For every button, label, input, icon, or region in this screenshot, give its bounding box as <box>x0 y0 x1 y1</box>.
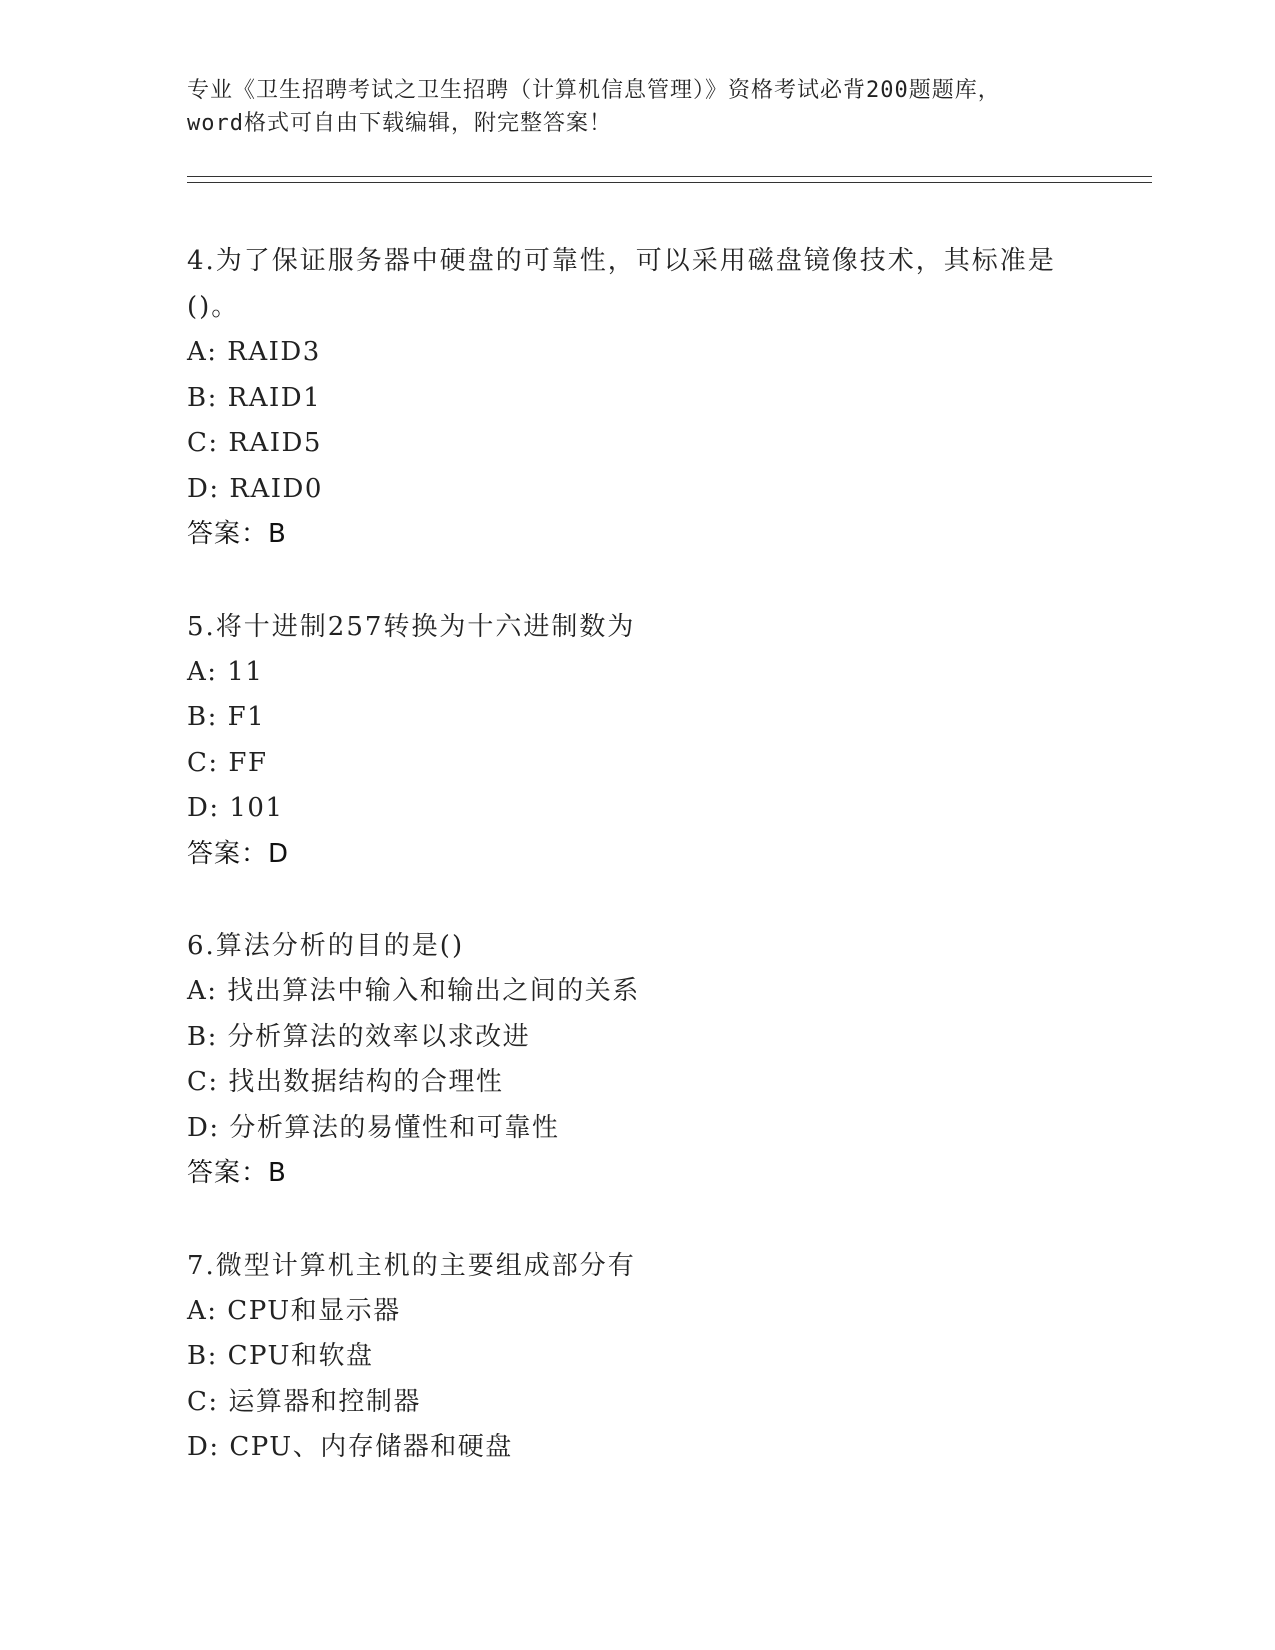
option-a: A: CPU和显示器 <box>187 1295 401 1326</box>
option-b: B: CPU和软盘 <box>187 1341 374 1371</box>
option-b: B: 分析算法的效率以求改进 <box>187 1021 531 1052</box>
option-c: C: RAID5 <box>187 428 322 458</box>
option-a: A: 找出算法中输入和输出之间的关系 <box>187 976 640 1006</box>
answer-text: 答案：B <box>187 519 287 549</box>
header-line-2: word格式可自由下载编辑，附完整答案！ <box>187 111 612 136</box>
option-c: C: 找出数据结构的合理性 <box>187 1067 504 1097</box>
option-d: D: 101 <box>187 793 284 823</box>
document-header <box>187 74 1107 140</box>
header-divider <box>187 176 1152 183</box>
option-d: D: 分析算法的易懂性和可靠性 <box>187 1112 560 1143</box>
question-4 <box>187 238 1087 558</box>
question-7 <box>187 1243 1087 1471</box>
option-b: B: F1 <box>187 702 266 732</box>
option-b: B: RAID1 <box>187 382 322 413</box>
option-d: D: CPU、内存储器和硬盘 <box>187 1432 513 1462</box>
answer-text: 答案：B <box>187 1158 287 1188</box>
question-list <box>187 238 1087 1517</box>
option-c: C: FF <box>187 747 268 778</box>
question-text: 5.将十进制257转换为十六进制数为 <box>187 611 636 642</box>
question-text: 6.算法分析的目的是() <box>187 931 465 961</box>
option-a: A: 11 <box>187 656 264 687</box>
option-c: C: 运算器和控制器 <box>187 1386 421 1417</box>
option-d: D: RAID0 <box>187 473 323 504</box>
answer-text: 答案：D <box>187 838 290 869</box>
question-text: 4.为了保证服务器中硬盘的可靠性，可以采用磁盘镜像技术，其标准是()。 <box>187 246 1056 322</box>
question-text: 7.微型计算机主机的主要组成部分有 <box>187 1250 636 1281</box>
question-5 <box>187 604 1087 878</box>
question-6 <box>187 923 1087 1197</box>
header-line-1: 专业《卫生招聘考试之卫生招聘（计算机信息管理）》资格考试必背200题题库， <box>187 78 1001 103</box>
option-a: A: RAID3 <box>187 337 321 367</box>
